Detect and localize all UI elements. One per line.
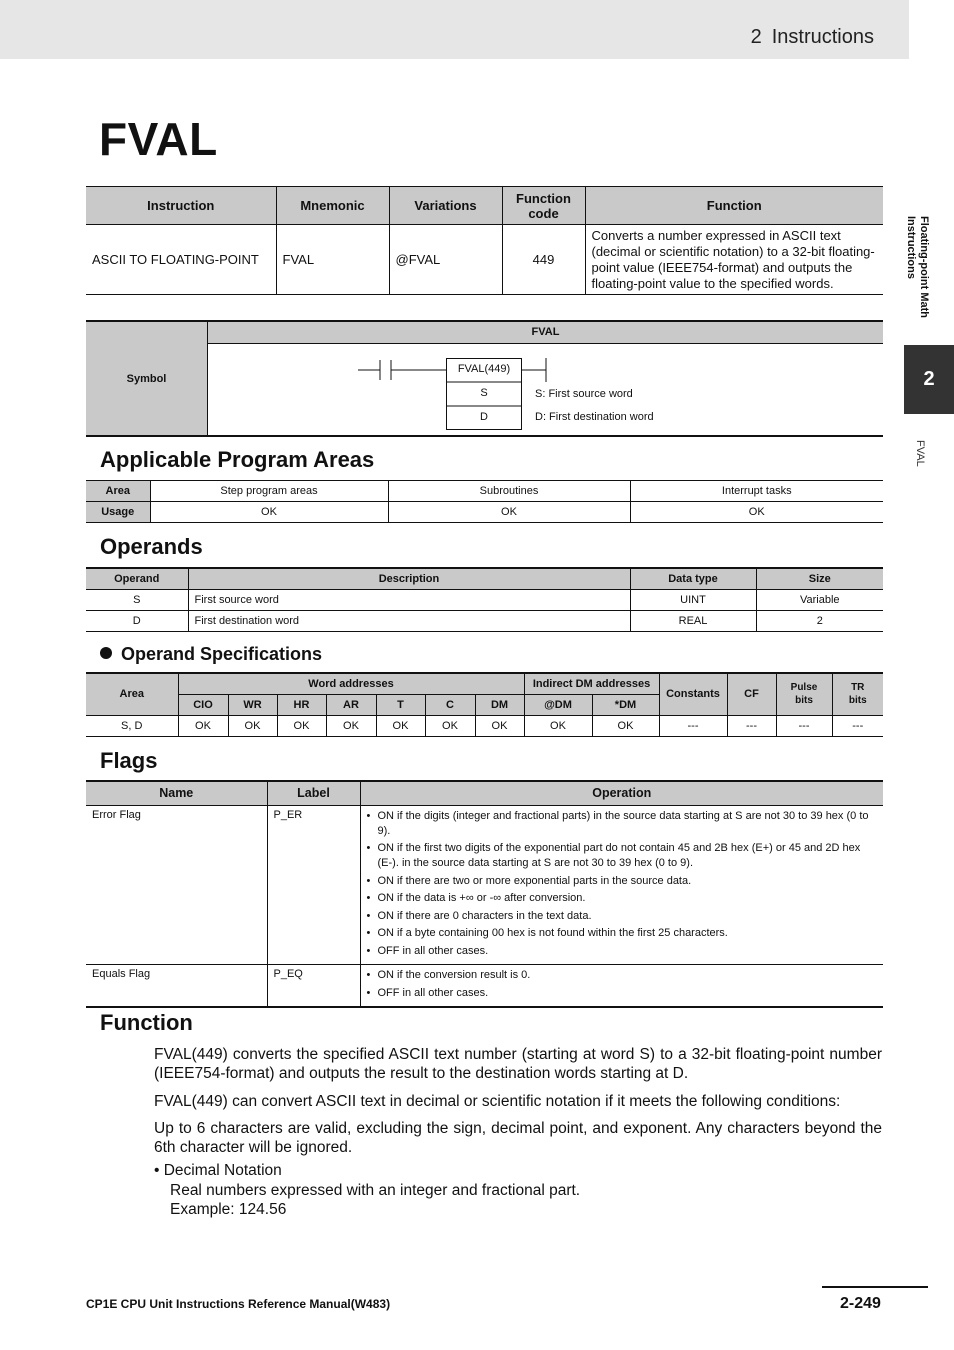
side-instruction-label: FVAL <box>914 440 926 467</box>
list-item: • ON if there are 0 characters in the text data. <box>367 909 878 924</box>
flag-name: Error Flag <box>86 805 267 965</box>
usage-cell: OK <box>630 502 883 523</box>
chapter-title <box>751 26 874 49</box>
col-header: Size <box>756 568 883 589</box>
col-header: Function <box>585 187 883 225</box>
program-areas-heading: Applicable Program Areas <box>100 447 375 472</box>
chapter-number: 2 <box>750 26 762 48</box>
list-item: • ON if the digits (integer and fractional parts) in the source data starting at S are not 30 to 39 hex (0 to 9). <box>367 809 878 839</box>
program-areas-table <box>86 480 883 523</box>
instruction-name: ASCII TO FLOATING-POINT <box>92 252 259 267</box>
cf-header: CF <box>727 673 776 715</box>
spec-cell: OK <box>228 715 277 736</box>
spec-cell: OK <box>178 715 228 736</box>
function-paragraph: Up to 6 characters are valid, excluding the sign, decimal point, and exponent. Any characters beyond the 6th character will be ignored. <box>154 1120 882 1156</box>
usage-cell: OK <box>150 502 388 523</box>
operand-cell: 2 <box>756 610 883 631</box>
area-cell: Interrupt tasks <box>630 481 883 502</box>
spec-cell: --- <box>659 715 727 736</box>
word-addresses-header: Word addresses <box>178 673 524 694</box>
symbol-label-cell: Symbol <box>86 322 208 435</box>
col-header: Name <box>86 781 267 805</box>
col-header: Data type <box>630 568 756 589</box>
sub-header: @DM <box>524 694 592 715</box>
operand-cell: First source word <box>188 589 630 610</box>
col-header: Instruction <box>86 187 276 225</box>
page-number: 2-249 <box>840 1295 881 1312</box>
operands-table <box>86 567 883 632</box>
pulse-bits-header: Pulse bits <box>776 673 832 715</box>
function-paragraph: FVAL(449) can convert ASCII text in decimal or scientific notation if it meets the following conditions: <box>154 1093 841 1110</box>
sub-header: AR <box>326 694 376 715</box>
flags-heading: Flags <box>100 748 158 773</box>
col-header: Mnemonic <box>276 187 389 225</box>
page-title: FVAL <box>99 113 218 165</box>
list-item: • ON if the conversion result is 0. <box>367 968 878 983</box>
sub-header: T <box>376 694 425 715</box>
symbol-block <box>86 320 883 437</box>
side-chapter-tab: 2 <box>904 345 954 414</box>
spec-cell: OK <box>376 715 425 736</box>
flag-name: Equals Flag <box>86 965 267 1008</box>
operand-cell: UINT <box>630 589 756 610</box>
col-header: Label <box>267 781 360 805</box>
instruction-summary-table <box>86 186 883 295</box>
list-item: • ON if there are two or more exponential parts in the source data. <box>367 874 878 889</box>
list-item: • ON if the first two digits of the exponential part do not contain 45 and 2B hex (E+) or 45 and 2D hex (E-). in the source data starting at S are not 30 to 39 hex (0 to 9). <box>367 841 878 871</box>
spec-cell: OK <box>326 715 376 736</box>
operand-cell: Variable <box>756 589 883 610</box>
operand-d-label: D <box>480 411 488 423</box>
function-description: Converts a number expressed in ASCII text (decimal or scientific notation) to a 32-bit floating-point value (IEEE754-format) and outputs the floating-point value to the specified words. <box>585 225 883 295</box>
page-header <box>0 0 909 59</box>
symbol-header: FVAL <box>208 322 883 344</box>
col-header: Operation <box>360 781 883 805</box>
col-header: Description <box>188 568 630 589</box>
flags-table <box>86 780 883 1008</box>
flag-operation <box>360 965 883 1008</box>
area-header: Area <box>86 481 150 502</box>
bullet-icon: • <box>154 1162 164 1179</box>
sub-header: DM <box>475 694 524 715</box>
sub-header: CIO <box>178 694 228 715</box>
indirect-dm-header: Indirect DM addresses <box>524 673 659 694</box>
footer-rule <box>822 1286 928 1288</box>
spec-cell: OK <box>592 715 659 736</box>
operand-cell: First destination word <box>188 610 630 631</box>
function-paragraph: FVAL(449) converts the specified ASCII text number (starting at word S) to a 32-bit floating-point number (IEEE754-format) and outputs the result to the destination words starting at D. <box>154 1046 882 1082</box>
bullet-icon <box>100 647 112 659</box>
decimal-notation-bullet: • Decimal Notation Real numbers expressed with an integer and fractional part. Example: 124.56 <box>154 1162 581 1218</box>
area-header: Area <box>86 673 178 715</box>
list-item: • ON if the data is +∞ or -∞ after conversion. <box>367 891 878 906</box>
function-code: 449 <box>502 225 585 295</box>
spec-cell: OK <box>425 715 475 736</box>
spec-cell: OK <box>475 715 524 736</box>
side-section-label: Floating-point Math Instructions <box>905 216 930 319</box>
variations: @FVAL <box>389 225 502 295</box>
operand-s-description: S: First source word <box>535 388 633 400</box>
sub-header: C <box>425 694 475 715</box>
spec-cell: OK <box>524 715 592 736</box>
operands-heading: Operands <box>100 534 203 559</box>
usage-cell: OK <box>388 502 630 523</box>
list-item: • OFF in all other cases. <box>367 944 878 959</box>
operand-cell: REAL <box>630 610 756 631</box>
operand-cell: S <box>86 589 188 610</box>
area-cell: Step program areas <box>150 481 388 502</box>
function-heading: Function <box>100 1010 193 1035</box>
chapter-name: Instructions <box>771 26 874 48</box>
usage-header: Usage <box>86 502 150 523</box>
mnemonic: FVAL <box>276 225 389 295</box>
spec-cell: --- <box>727 715 776 736</box>
sub-header: WR <box>228 694 277 715</box>
col-header: Function code <box>502 187 585 225</box>
flag-label: P_EQ <box>267 965 360 1008</box>
operand-cell: D <box>86 610 188 631</box>
spec-cell: S, D <box>86 715 178 736</box>
operand-specs-heading: Operand Specifications <box>100 644 322 665</box>
col-header: Operand <box>86 568 188 589</box>
flag-label: P_ER <box>267 805 360 965</box>
flag-operation <box>360 805 883 965</box>
sub-header: *DM <box>592 694 659 715</box>
tr-bits-header: TR bits <box>832 673 883 715</box>
footer-manual-title: CP1E CPU Unit Instructions Reference Manual(W483) <box>86 1297 391 1311</box>
spec-cell: --- <box>832 715 883 736</box>
operand-s-label: S <box>480 387 488 399</box>
sub-header: HR <box>277 694 326 715</box>
spec-cell: OK <box>277 715 326 736</box>
operand-d-description: D: First destination word <box>535 411 654 423</box>
area-cell: Subroutines <box>388 481 630 502</box>
list-item: • ON if a byte containing 00 hex is not found within the first 25 characters. <box>367 926 878 941</box>
col-header: Variations <box>389 187 502 225</box>
spec-cell: --- <box>776 715 832 736</box>
instruction-box-title: FVAL(449) <box>457 363 511 375</box>
constants-header: Constants <box>659 673 727 715</box>
operand-specs-table <box>86 672 883 737</box>
list-item: • OFF in all other cases. <box>367 986 878 1001</box>
